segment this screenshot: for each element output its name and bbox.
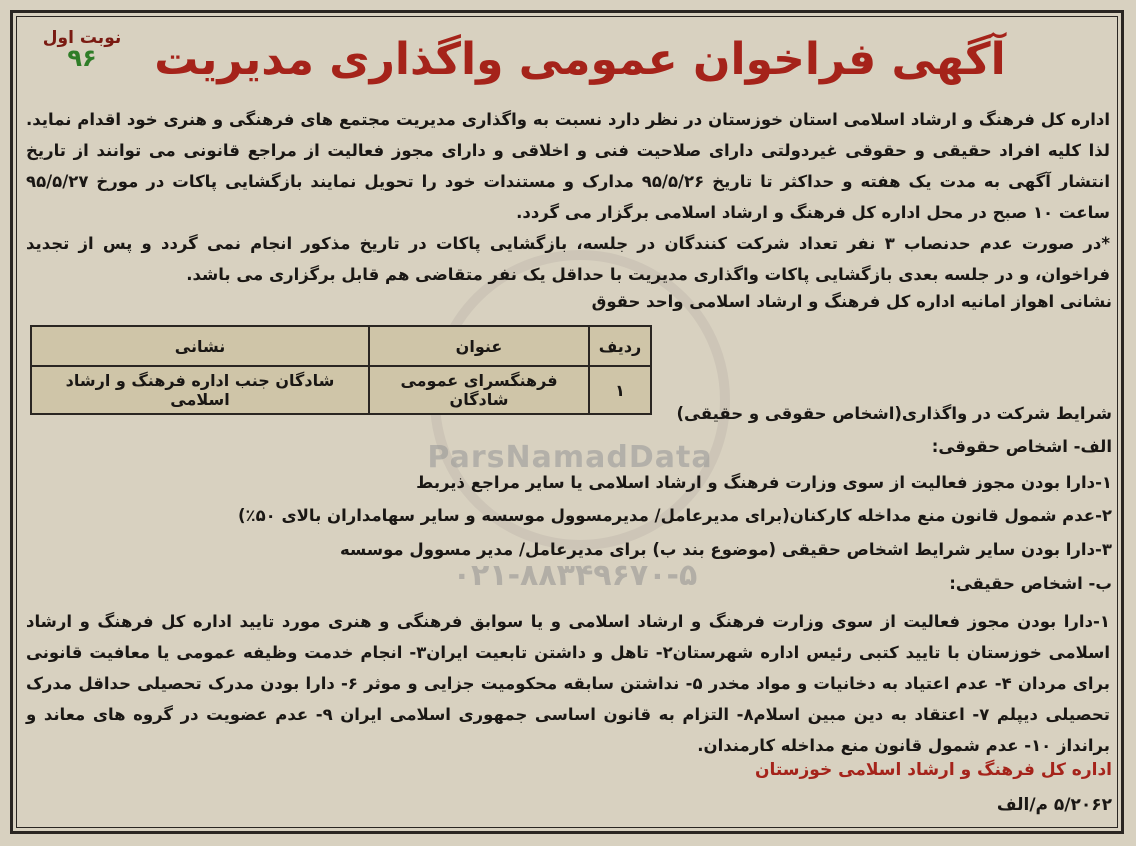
legal-entities-heading: الف- اشخاص حقوقی: — [931, 437, 1112, 456]
table-row — [31, 366, 651, 414]
table-header-row — [31, 326, 651, 366]
quorum-note: *در صورت عدم حدنصاب ۳ نفر تعداد شرکت کنندگان در جلسه، بازگشایی پاکات در تاریخ مذکور انجام نمی گردد و پس از تجدید فراخوان، و در جلسه بعدی بازگشایی پاکات واگذاری مدیریت با حداقل یک نفر متقاضی هم قابل برگزاری می باشد. — [26, 234, 1110, 284]
legal-condition-3: ۳-دارا بودن سایر شرایط اشخاص حقیقی (موضوع بند ب) برای مدیرعامل/ مدیر مسوول موسسه — [340, 540, 1112, 559]
watermark-phone: ۰۲۱-۸۸۳۴۹۶۷۰-۵ — [452, 558, 698, 593]
badge-number: ۹۶ — [67, 44, 97, 72]
legal-condition-1: ۱-دارا بودن مجوز فعالیت از سوی وزارت فرهنگ و ارشاد اسلامی یا سایر مراجع ذیربط — [416, 473, 1112, 492]
conditions-heading: شرایط شرکت در واگذاری(اشخاص حقوقی و حقیقی) — [676, 404, 1112, 423]
watermark-brand: ParsNamadData — [427, 440, 713, 475]
badge-text: نوبت اول — [42, 28, 122, 48]
issuer-signature: اداره کل فرهنگ و ارشاد اسلامی خوزستان — [754, 760, 1112, 780]
venue-table — [30, 325, 652, 415]
first-publication-badge — [36, 28, 128, 88]
legal-condition-2: ۲-عدم شمول قانون منع مداخله کارکنان(برای مدیرعامل/ مدیرمسوول موسسه و سایر سهامداران بالای ۵۰٪) — [237, 506, 1112, 525]
cell-title: فرهنگسرای عمومی شادگان — [369, 366, 589, 414]
natural-persons-conditions: ۱-دارا بودن مجوز فعالیت از سوی وزارت فرهنگ و ارشاد اسلامی و یا سوابق فرهنگی و هنری مورد تایید اداره کل فرهنگ و ارشاد اسلامی خوزستان با تایید کتبی رئیس اداره شهرستان۲- تاهل و داشتن تابعیت ایران۳- انجام خدمت وظیفه عمومی یا معافیت قانونی برای مردان ۴- عدم اعتیاد به دخانیات و مواد مخدر ۵- نداشتن سابقه محکومیت جزایی و موثر ۶- دارا بودن مدرک تحصیلی حداقل مدرک تحصیلی دیپلم ۷- اعتقاد به دین مبین اسلام۸- التزام به قانون اساسی جمهوری اسلامی ایران ۹- عدم عضویت در گروه های معاند و برانداز ۱۰- عدم شمول قانون منع مداخله کارمندان. — [26, 612, 1110, 755]
intro-paragraph: اداره کل فرهنگ و ارشاد اسلامی استان خوزستان در نظر دارد نسبت به واگذاری مدیریت مجتمع های فرهنگی و هنری خود اقدام نماید. لذا کلیه افراد حقیقی و حقوقی غیردولتی دارای صلاحیت فنی و اخلاقی و دارای مجوز فعالیت از مراجع قانونی می توانند از تاریخ انتشار آگهی به مدت یک هفته و حداکثر تا تاریخ ۹۵/۵/۲۶ مدارک و مستندات خود را تحویل نمایند بازگشایی پاکات در مورخ ۹۵/۵/۲۷ ساعت ۱۰ صبح در محل اداره کل فرهنگ و ارشاد اسلامی برگزار می گردد. — [26, 110, 1110, 222]
header-row-number: ردیف — [589, 326, 651, 366]
natural-persons-heading: ب- اشخاص حقیقی: — [949, 574, 1112, 593]
address-line: نشانی اهواز امانیه اداره کل فرهنگ و ارشاد اسلامی واحد حقوق — [591, 292, 1112, 311]
page-title: آگهی فراخوان عمومی واگذاری مدیریت — [154, 34, 1006, 85]
header-address: نشانی — [31, 326, 369, 366]
header-title: عنوان — [369, 326, 589, 366]
cell-row-number: ۱ — [589, 366, 651, 414]
ad-code: ۵/۲۰۶۲ م/الف — [996, 795, 1112, 815]
cell-address: شادگان جنب اداره فرهنگ و ارشاد اسلامی — [31, 366, 369, 414]
